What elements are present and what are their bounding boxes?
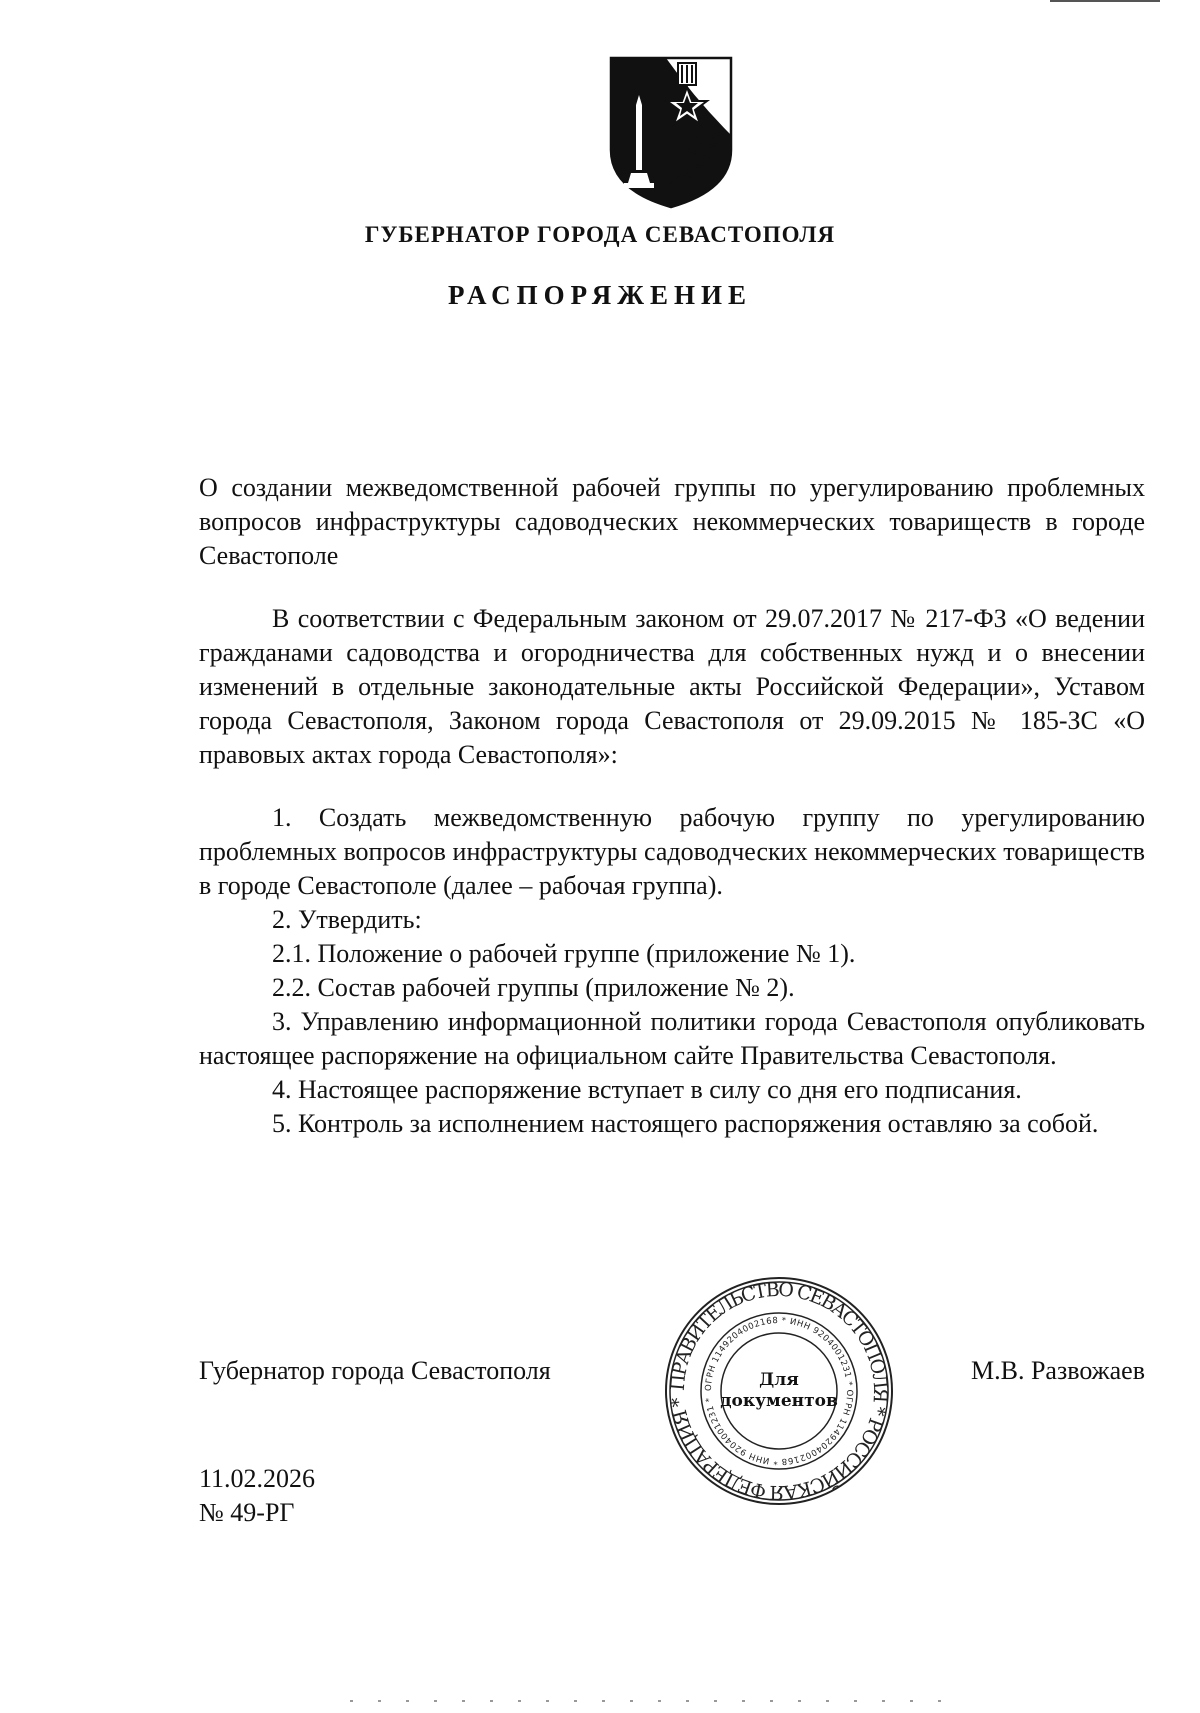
signatory-name: М.В. Развожаев	[970, 1356, 1145, 1385]
signatory-title: Губернатор города Севастополя	[199, 1356, 551, 1385]
seal-center	[662, 1274, 896, 1508]
document-number: № 49-РГ	[199, 1498, 295, 1527]
sevastopol-coat-of-arms-icon	[606, 55, 736, 210]
document-subject: О создании межведомственной рабочей группы по урегулированию проблемных вопросов инфраструктуры садоводческих некоммерческих товариществ в городе Севастополе	[199, 473, 1145, 570]
item-3: 3. Управлению информационной политики города Севастополя опубликовать настоящее распоряжение на официальном сайте Правительства Севастополя.	[199, 1007, 1145, 1070]
item-2: 2. Утвердить:	[272, 905, 422, 934]
official-seal	[662, 1274, 896, 1508]
scan-edge-marks	[350, 1700, 950, 1702]
item-2-1: 2.1. Положение о рабочей группе (приложение № 1).	[272, 939, 856, 968]
document-type-title: РАСПОРЯЖЕНИЕ	[447, 280, 753, 310]
seal-center-line2: документов	[720, 1391, 838, 1411]
seal-inner-text: ОГРН 1149204002168 * ИНН 9204001231 * ОГРН 1149204002168 * ИНН 9204001231 *	[703, 1315, 855, 1467]
item-5: 5. Контроль за исполнением настоящего распоряжения оставляю за собой.	[272, 1109, 1099, 1138]
issuing-authority: ГУБЕРНАТОР ГОРОДА СЕВАСТОПОЛЯ	[364, 222, 836, 247]
item-2-2: 2.2. Состав рабочей группы (приложение № 2).	[272, 973, 795, 1002]
scan-edge-line	[1050, 0, 1160, 2]
item-1: 1. Создать межведомственную рабочую группу по урегулированию проблемных вопросов инфраструктуры садоводческих некоммерческих товариществ в городе Севастополе (далее – рабочая группа).	[199, 803, 1145, 900]
document-date: 11.02.2026	[199, 1464, 316, 1493]
document-preamble: В соответствии с Федеральным законом от 29.07.2017 № 217-ФЗ «О ведении гражданами садоводства и огородничества для собственных нужд и о внесении изменений в отдельные законодательные акты Российской Федерации», Уставом города Севастополя, Законом города Севастополя от 29.09.2015 № 185-ЗС «О правовых актах города Севастополя»:	[199, 604, 1145, 769]
seal-outer-text: ПРАВИТЕЛЬСТВО СЕВАСТОПОЛЯ * РОССИЙСКАЯ ФЕДЕРАЦИЯ *	[666, 1278, 892, 1504]
item-4: 4. Настоящее распоряжение вступает в силу со дня его подписания.	[272, 1075, 1022, 1104]
document-items	[199, 801, 1145, 1141]
seal-center-line1: Для	[759, 1370, 799, 1390]
